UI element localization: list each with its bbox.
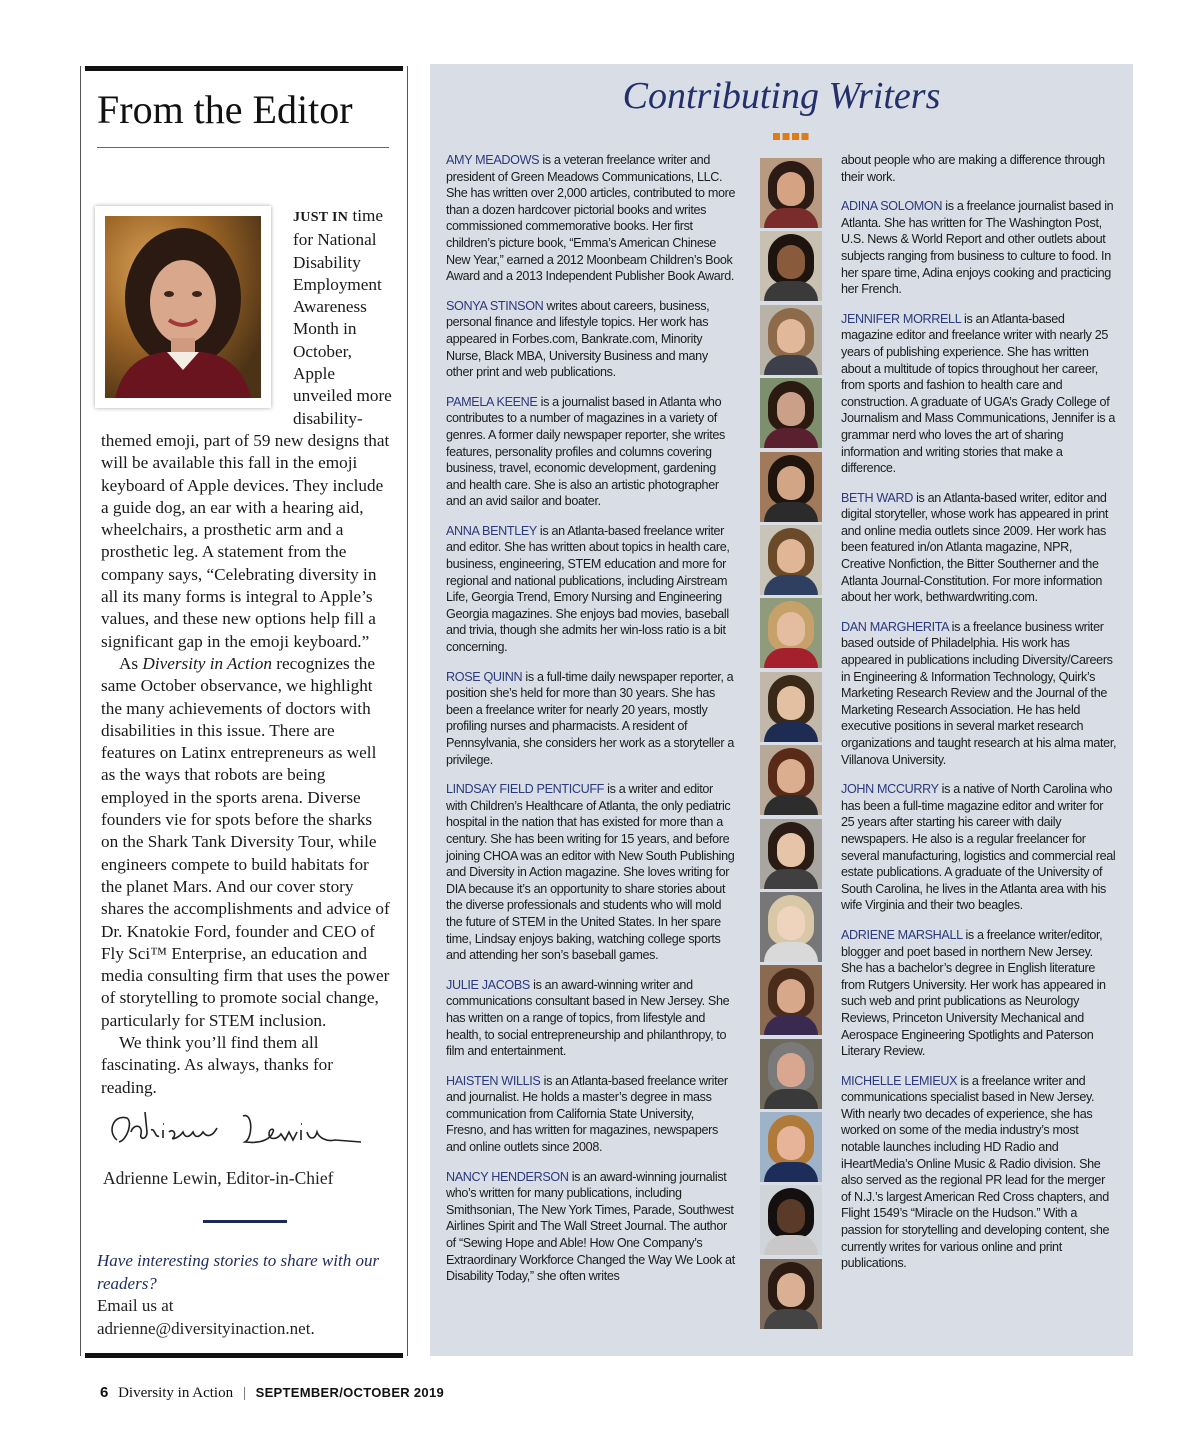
contributor-headshot xyxy=(760,305,822,375)
contributor-headshot xyxy=(760,525,822,595)
right-column-bio xyxy=(841,311,1117,477)
left-column-bio xyxy=(446,977,736,1060)
left-column-bio xyxy=(446,394,736,510)
editor-short-rule xyxy=(203,1220,287,1223)
photo-spacer xyxy=(101,205,293,411)
contributor-headshot xyxy=(760,598,822,668)
contributor-headshot xyxy=(760,745,822,815)
contributors-left-column xyxy=(446,152,736,1298)
right-column-bio xyxy=(841,927,1117,1060)
contributor-headshot xyxy=(760,1185,822,1255)
continued-bio: about people who are making a difference through their work. xyxy=(841,153,1105,184)
contributor-name: ROSE QUINN xyxy=(446,669,523,684)
letter-paragraph-1-text: time for National Disability Employment Awareness Month in October, Apple unveiled more disability-themed emoji, part of 59 new designs that will be available this fall in the emoji keyboard of Apple devices. They include a guide dog, an ear with a hearing aid, wheelchairs, a prosthetic arm and a prosthetic leg. A statement from the company says, “Celebrating diversity in all its many forms is integral to Apple’s values, and these new options help fill a significant gap in the emoji keyboard.” xyxy=(101,206,392,651)
contributor-bio-text: is an Atlanta-based freelance writer and journalist. He holds a master’s degree in mass communication from California State University, Fresno, and has written for magazines, newspapers and online outlets since 2008. xyxy=(446,1073,728,1155)
contributor-headshot xyxy=(760,158,822,228)
contributor-photo-strip xyxy=(760,158,822,1332)
contributor-bio-text: is a freelance journalist based in Atlanta. She has written for The Washington Post, U.S. News & World Report and other outlets about subjects ranging from business to culture to food. In her spare time, Adina enjoys cooking and practicing her French. xyxy=(841,199,1114,297)
contact-question: Have interesting stories to share with our readers? xyxy=(97,1251,380,1293)
contributor-name: BETH WARD xyxy=(841,490,913,505)
editor-top-rule xyxy=(85,66,403,71)
contributor-headshot xyxy=(760,819,822,889)
contributor-bio-text: is a freelance business writer based outside of Philadelphia. His work has appeared in publications including Diversity/Careers in Engineering & Information Technology, Quirk’s Marketing Research Review and the Journal of the Marketing Research Association. He has held executive positions in several market research organizations and taught research at his alma mater, Villanova University. xyxy=(841,619,1117,767)
contributor-bio-text: is an award-winning writer and communications consultant based in New Jersey. She has written on a range of topics, from lifestyle and health, to social entrepreneurship and philanthropy, to film and entertainment. xyxy=(446,977,730,1059)
editor-title-rule xyxy=(97,147,389,148)
editor-contact-box xyxy=(97,1250,387,1340)
contributor-headshot xyxy=(760,231,822,301)
contributor-bio-text: writes about careers, business, personal finance and lifestyle topics. Her work has appeared in Forbes.com, Bankrate.com, Minority Nurse, Black MBA, University Business and many other print and web publications. xyxy=(446,298,710,380)
editor-title: From the Editor xyxy=(97,87,353,132)
letter-p2-post: recognizes the same October observance, we highlight the many achievements of doctors with disabilities in this issue. There are features on Latinx entrepreneurs as well as the ways that robots are being employed in the sports arena. Diverse founders vie for spots before the sharks on the Shark Tank Diversity Tour, while engineers compete to build habitats for the planet Mars. And our cover story shares the accomplishments and advice of Dr. Knatokie Ford, founder and CEO of Fly Sci™ Enterprise, an education and media consulting firm that uses the power of storytelling to promote social change, particularly for STEM inclusion. xyxy=(101,653,390,1030)
footer-issue-date: SEPTEMBER/OCTOBER 2019 xyxy=(255,1385,445,1400)
letter-p2-pre: As xyxy=(119,653,143,673)
contributor-name: JOHN MCCURRY xyxy=(841,782,939,797)
contributor-name: ANNA BENTLEY xyxy=(446,523,537,538)
contributor-headshot xyxy=(760,1039,822,1109)
contributor-headshot xyxy=(760,1259,822,1329)
contributor-bio-text: is an Atlanta-based writer, editor and digital storyteller, whose work has appeared in print and online media outlets since 2009. Her work has been featured in/on Atlanta magazine, NPR, Creative Nonfiction, the Bitter Southerner and the Atlanta Journal-Constitution. For more information about her work, bethwardwriting.com. xyxy=(841,490,1109,605)
contributor-headshot xyxy=(760,672,822,742)
contributor-bio-text: is a native of North Carolina who has been a full-time magazine editor and writer for 25 years after starting his career with daily newspapers. He also is a regular freelancer for several manufacturing, logistics and commercial real estate publications. A graduate of the University of South Carolina, he lives in the Atlanta area with his wife Virginia and their two beagles. xyxy=(841,782,1116,913)
left-column-bio xyxy=(446,1073,736,1156)
editor-signoff: Adrienne Lewin, Editor-in-Chief xyxy=(103,1168,334,1188)
contributors-right-column xyxy=(841,152,1117,1285)
right-column-bio xyxy=(841,198,1117,298)
contributor-headshot xyxy=(760,965,822,1035)
page-footer xyxy=(100,1384,444,1402)
editor-letter-body xyxy=(101,205,393,1099)
letter-p2-magazine: Diversity in Action xyxy=(142,653,272,673)
right-column-bio xyxy=(841,1073,1117,1272)
contributor-name: ADRIENE MARSHALL xyxy=(841,927,963,942)
contributor-name: ADINA SOLOMON xyxy=(841,199,943,214)
contributor-bio-text: is a veteran freelance writer and president of Green Meadows Communications, LLC. She has written over 2,000 articles, contributed to more than a dozen hardcover pictorial books and writes commissioned commemorative books. Her first children’s picture book, “Emma’s American Chinese New Year,” earned a 2012 Moonbeam Children’s Book Award and a 2013 Independent Publisher Book Award. xyxy=(446,153,736,284)
right-column-bio xyxy=(841,781,1117,914)
contributor-bio-text: is a freelance writer/editor, blogger and poet based in northern New Jersey. She has a bachelor’s degree in English literature from Rutgers University. Her work has appeared in such web and print publications as Neurology Reviews, Princeton University Mechanical and Aerospace Engineering Spotlights and Paterson Literary Review. xyxy=(841,927,1106,1059)
contributor-name: NANCY HENDERSON xyxy=(446,1169,569,1184)
contributor-headshot xyxy=(760,452,822,522)
contributor-bio-text: is an Atlanta-based magazine editor and freelance writer with nearly 25 years of publishing experience. She has written about a multitude of topics throughout her career, from sports and fashion to health care and construction. A graduate of UGA’s Grady College of Journalism and Mass Communications, Jennifer is a grammar nerd who loves the art of sharing information and writing stories that make a difference. xyxy=(841,311,1116,476)
letter-paragraph-3: We think you’ll find them all fascinating. As always, thanks for reading. xyxy=(101,1032,333,1097)
letter-lead-in: JUST IN xyxy=(293,210,349,225)
page-number: 6 xyxy=(100,1384,109,1401)
contributor-name: DAN MARGHERITA xyxy=(841,619,949,634)
left-column-bio xyxy=(446,523,736,656)
contributor-headshot xyxy=(760,892,822,962)
contributor-bio-text: is an award-winning journalist who’s written for many publications, including Smithsonian, The New York Times, Parade, Southwest Airlines Spirit and The Wall Street Journal. The author of “Sewing Hope and Able! How One Company’s Extraordinary Workforce Changed the Way We Look at Disability Today,” she often writes xyxy=(446,1169,735,1284)
contributor-name: SONYA STINSON xyxy=(446,298,544,313)
contributor-bio-text: is a writer and editor with Children’s Healthcare of Atlanta, the only pediatric hospital in the nation that has existed for more than a century. She has been writing for 15 years, and before joining CHOA was an editor with New South Publishing and Diversity in Action magazine. She loves writing for DIA because it’s an opportunity to share stories about the diverse professionals and students who will mold the future of STEM in the United States. In her spare time, Lindsay enjoys baking, watching college sports and attending her son’s baseball games. xyxy=(446,782,735,963)
contributor-name: HAISTEN WILLIS xyxy=(446,1073,541,1088)
contributor-name: LINDSAY FIELD PENTICUFF xyxy=(446,782,605,797)
contributor-name: PAMELA KEENE xyxy=(446,394,538,409)
left-column-bio xyxy=(446,298,736,381)
contributor-name: JENNIFER MORRELL xyxy=(841,311,961,326)
footer-magazine-name: Diversity in Action xyxy=(118,1385,234,1401)
letter-paragraph-2 xyxy=(101,653,393,1032)
contributor-headshot xyxy=(760,1112,822,1182)
contributors-panel xyxy=(430,64,1133,1356)
left-column-bio xyxy=(446,781,736,964)
contributor-bio-text: is a journalist based in Atlanta who contributes to a number of magazines in a variety of genres. A former daily newspaper reporter, she writes features, personality profiles and columns covering business, travel, economic development, gardening and health care. She is also an artistic photographer and an avid sailor and boater. xyxy=(446,394,725,509)
contributor-name: JULIE JACOBS xyxy=(446,977,530,992)
contact-email-link[interactable]: adrienne@diversityinaction.net. xyxy=(97,1318,315,1338)
right-column-bio xyxy=(841,619,1117,768)
left-column-bio xyxy=(446,152,736,285)
contributor-bio-text: is a freelance writer and communications specialist based in New Jersey. With nearly two decades of experience, she has worked on some of the media industry’s most notable launches including HD Radio and iHeartMedia’s Online Music & Radio division. She also served as the regional PR lead for the merger of N.J.’s largest American Red Cross chapters, and Flight 1549’s “Miracle on the Hudson.” With a passion for storytelling and developing content, she currently writes for various online and print publications. xyxy=(841,1073,1110,1271)
title-ornament xyxy=(773,133,809,140)
contributor-headshot xyxy=(760,378,822,448)
contributors-title: Contributing Writers xyxy=(622,75,941,117)
footer-separator: | xyxy=(242,1385,246,1401)
left-column-bio xyxy=(446,669,736,769)
left-column-bio xyxy=(446,1169,736,1285)
right-column-bio xyxy=(841,490,1117,606)
contributor-name: AMY MEADOWS xyxy=(446,153,540,167)
editor-signature xyxy=(103,1102,373,1158)
editor-bottom-rule xyxy=(85,1353,403,1358)
contributor-bio-text: is a full-time daily newspaper reporter, a position she’s held for more than 30 years. She has been a freelance writer for nearly 20 years, mostly profiling nurses and pharmacists. A resident of Pennsylvania, she considers her work as a storyteller a privilege. xyxy=(446,669,735,767)
contact-email-label: Email us at xyxy=(97,1296,174,1315)
editor-column xyxy=(80,66,408,1356)
contributor-name: MICHELLE LEMIEUX xyxy=(841,1073,958,1088)
contributor-bio-text: is an Atlanta-based freelance writer and editor. She has written about topics in health care, business, engineering, STEM education and more for regional and national publications, including Airstream Life, Georgia Trend, Emory Nursing and Engineering Georgia magazines. She enjoys bad movies, baseball and trivia, though she admits her win-loss ratio is a bit concerning. xyxy=(446,523,730,655)
